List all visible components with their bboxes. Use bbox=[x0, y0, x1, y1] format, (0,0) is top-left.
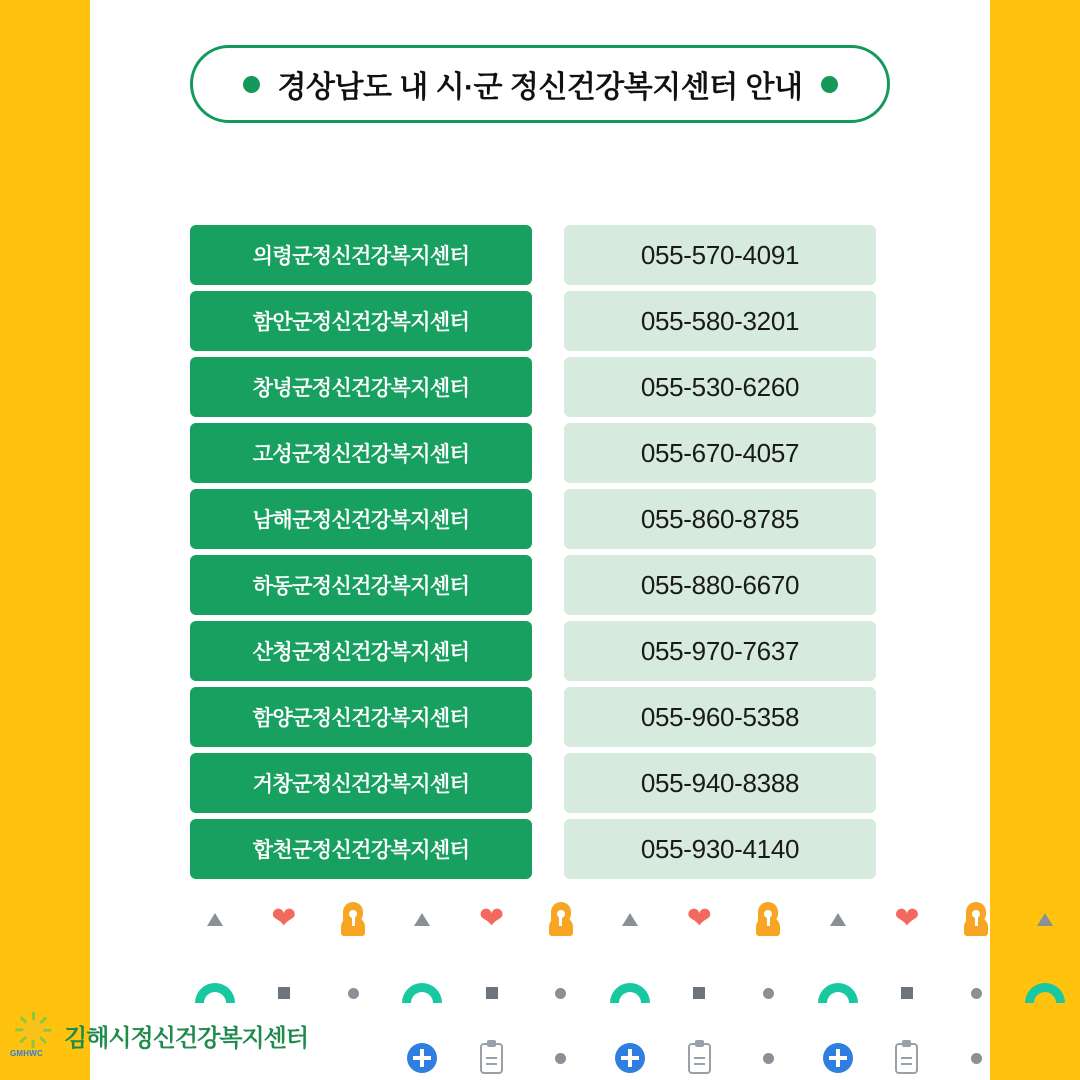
heart-pulse-icon: ❤ bbox=[478, 902, 505, 935]
triangle-icon bbox=[622, 913, 638, 926]
arc-icon bbox=[195, 983, 235, 1003]
center-phone[interactable]: 055-940-8388 bbox=[564, 753, 876, 813]
footer-logo bbox=[10, 1012, 308, 1058]
title-left-dot-icon bbox=[243, 76, 260, 93]
center-phone[interactable]: 055-930-4140 bbox=[564, 819, 876, 879]
clipboard-icon bbox=[895, 1043, 918, 1074]
medical-cross-icon bbox=[823, 1043, 853, 1073]
square-icon bbox=[693, 987, 705, 999]
center-name: 함안군정신건강복지센터 bbox=[190, 291, 532, 351]
table-row bbox=[190, 225, 890, 285]
table-row bbox=[190, 687, 890, 747]
table-row bbox=[190, 555, 890, 615]
table-row bbox=[190, 753, 890, 813]
table-row bbox=[190, 357, 890, 417]
decor-band-bottom bbox=[180, 1036, 1080, 1080]
person-key-icon bbox=[962, 902, 990, 936]
table-row bbox=[190, 621, 890, 681]
arc-icon bbox=[610, 983, 650, 1003]
table-row bbox=[190, 291, 890, 351]
person-key-icon bbox=[547, 902, 575, 936]
center-name: 함양군정신건강복지센터 bbox=[190, 687, 532, 747]
center-name: 의령군정신건강복지센터 bbox=[190, 225, 532, 285]
center-phone[interactable]: 055-960-5358 bbox=[564, 687, 876, 747]
center-phone[interactable]: 055-530-6260 bbox=[564, 357, 876, 417]
arc-icon bbox=[1025, 983, 1065, 1003]
center-phone[interactable]: 055-570-4091 bbox=[564, 225, 876, 285]
decor-band-top bbox=[180, 896, 1080, 942]
square-icon bbox=[901, 987, 913, 999]
center-phone[interactable]: 055-880-6670 bbox=[564, 555, 876, 615]
center-phone[interactable]: 055-670-4057 bbox=[564, 423, 876, 483]
clipboard-icon bbox=[688, 1043, 711, 1074]
arc-icon bbox=[402, 983, 442, 1003]
arc-icon bbox=[818, 983, 858, 1003]
center-phone[interactable]: 055-580-3201 bbox=[564, 291, 876, 351]
dot-icon bbox=[971, 1053, 982, 1064]
page-title-text: 경상남도 내 시·군 정신건강복지센터 안내 bbox=[277, 71, 803, 104]
triangle-icon bbox=[830, 913, 846, 926]
center-name: 남해군정신건강복지센터 bbox=[190, 489, 532, 549]
title-right-dot-icon bbox=[821, 76, 838, 93]
dot-icon bbox=[971, 988, 982, 999]
footer-organization-name: 김해시정신건강복지센터 bbox=[64, 1024, 309, 1052]
table-row bbox=[190, 489, 890, 549]
center-name: 합천군정신건강복지센터 bbox=[190, 819, 532, 879]
dot-icon bbox=[348, 988, 359, 999]
triangle-icon bbox=[1037, 913, 1053, 926]
sun-logo-icon bbox=[10, 1012, 56, 1058]
table-row bbox=[190, 819, 890, 879]
dot-icon bbox=[555, 988, 566, 999]
medical-cross-icon bbox=[615, 1043, 645, 1073]
dot-icon bbox=[763, 1053, 774, 1064]
center-contact-table bbox=[190, 225, 890, 885]
clipboard-icon bbox=[480, 1043, 503, 1074]
center-name: 고성군정신건강복지센터 bbox=[190, 423, 532, 483]
poster-card bbox=[90, 0, 990, 1080]
footer-logo-abbr: GMHWC bbox=[10, 1049, 43, 1058]
heart-pulse-icon: ❤ bbox=[686, 902, 712, 935]
triangle-icon bbox=[414, 913, 430, 926]
person-key-icon bbox=[339, 902, 367, 936]
dot-icon bbox=[555, 1053, 566, 1064]
center-name: 산청군정신건강복지센터 bbox=[190, 621, 532, 681]
center-phone[interactable]: 055-860-8785 bbox=[564, 489, 876, 549]
center-phone[interactable]: 055-970-7637 bbox=[564, 621, 876, 681]
center-name: 거창군정신건강복지센터 bbox=[190, 753, 532, 813]
page-title bbox=[190, 45, 890, 123]
center-name: 하동군정신건강복지센터 bbox=[190, 555, 532, 615]
square-icon bbox=[486, 987, 498, 999]
medical-cross-icon bbox=[407, 1043, 437, 1073]
triangle-icon bbox=[207, 913, 223, 926]
dot-icon bbox=[763, 988, 774, 999]
square-icon bbox=[278, 987, 290, 999]
table-row bbox=[190, 423, 890, 483]
decor-band-middle bbox=[180, 972, 1080, 1014]
center-name: 창녕군정신건강복지센터 bbox=[190, 357, 532, 417]
heart-pulse-icon: ❤ bbox=[894, 902, 920, 935]
person-key-icon bbox=[754, 902, 782, 936]
heart-pulse-icon: ❤ bbox=[271, 902, 297, 935]
